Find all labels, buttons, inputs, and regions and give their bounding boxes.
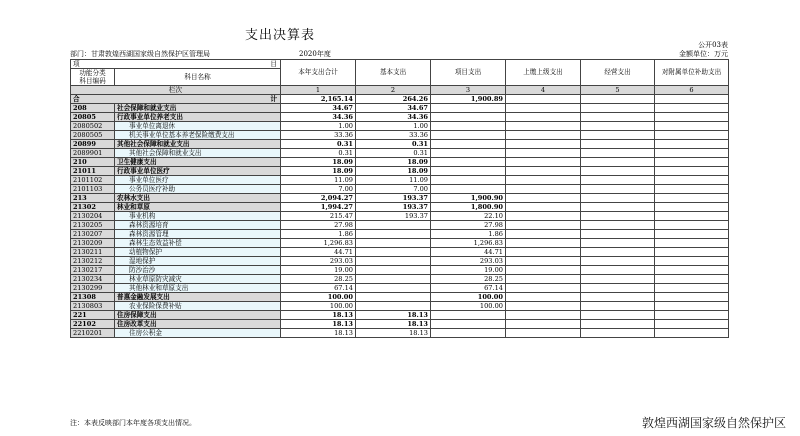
header-mu: 目	[270, 60, 277, 68]
row-col4	[506, 121, 581, 130]
row-col2	[356, 265, 431, 274]
row-code: 22102	[71, 319, 115, 328]
total-ji: 计	[270, 94, 277, 103]
row-col4	[506, 148, 581, 157]
row-col1: 100.00	[281, 292, 356, 301]
row-col1: 18.13	[281, 310, 356, 319]
row-subject-name: 机关事业单位基本养老保险缴费支出	[115, 130, 281, 139]
table-row	[71, 166, 729, 175]
watermark-text: 敦煌西湖国家级自然保护区	[641, 416, 786, 430]
header-n1: 1	[281, 85, 356, 94]
row-code: 2080505	[71, 130, 115, 139]
row-col6	[655, 301, 729, 310]
row-col2: 193.37	[356, 202, 431, 211]
row-col3: 19.00	[431, 265, 506, 274]
total-col6	[655, 94, 729, 103]
row-col5	[581, 121, 655, 130]
row-code: 20899	[71, 139, 115, 148]
row-col4	[506, 292, 581, 301]
row-col2: 18.09	[356, 157, 431, 166]
row-col2: 193.37	[356, 193, 431, 202]
row-col1: 18.13	[281, 319, 356, 328]
table-row	[71, 274, 729, 283]
row-col2	[356, 292, 431, 301]
table-row	[71, 148, 729, 157]
row-col5	[581, 211, 655, 220]
row-col6	[655, 211, 729, 220]
row-col4	[506, 157, 581, 166]
header-lanci: 栏次	[71, 85, 281, 94]
row-col3	[431, 310, 506, 319]
row-col6	[655, 247, 729, 256]
table-row	[71, 301, 729, 310]
row-col3	[431, 130, 506, 139]
header-col1: 本年支出合计	[281, 60, 356, 86]
row-col4	[506, 328, 581, 337]
row-code: 2130209	[71, 238, 115, 247]
row-code: 2210201	[71, 328, 115, 337]
row-col4	[506, 220, 581, 229]
header-row-top	[71, 60, 729, 69]
header-row-lanci	[71, 85, 729, 94]
row-col3	[431, 184, 506, 193]
row-col2: 18.09	[356, 166, 431, 175]
row-subject-name: 行政事业单位医疗	[115, 166, 281, 175]
row-col6	[655, 184, 729, 193]
row-subject-name: 防沙治沙	[115, 265, 281, 274]
row-col3	[431, 166, 506, 175]
row-col3	[431, 157, 506, 166]
row-code: 2130803	[71, 301, 115, 310]
row-subject-name: 森林资源培育	[115, 220, 281, 229]
row-col5	[581, 148, 655, 157]
table-body	[71, 103, 729, 337]
row-col3: 28.25	[431, 274, 506, 283]
row-subject-name: 农林水支出	[115, 193, 281, 202]
row-code: 208	[71, 103, 115, 112]
row-col2	[356, 274, 431, 283]
row-col4	[506, 130, 581, 139]
row-col2: 0.31	[356, 139, 431, 148]
row-col2: 18.13	[356, 310, 431, 319]
row-code: 213	[71, 193, 115, 202]
row-col5	[581, 247, 655, 256]
row-col5	[581, 202, 655, 211]
row-col3	[431, 148, 506, 157]
row-subject-name: 湿地保护	[115, 256, 281, 265]
row-col1: 2,094.27	[281, 193, 356, 202]
row-code: 2130212	[71, 256, 115, 265]
header-col5: 经营支出	[581, 60, 655, 86]
header-col3: 项目支出	[431, 60, 506, 86]
table-row	[71, 121, 729, 130]
row-code: 2089901	[71, 148, 115, 157]
total-col5	[581, 94, 655, 103]
row-col5	[581, 112, 655, 121]
row-col4	[506, 247, 581, 256]
report-title: 支出决算表	[244, 28, 315, 43]
row-subject-name: 其他社会保障和就业支出	[115, 148, 281, 157]
table-row	[71, 103, 729, 112]
total-col4	[506, 94, 581, 103]
row-col1: 0.31	[281, 148, 356, 157]
row-col6	[655, 166, 729, 175]
row-col1: 44.71	[281, 247, 356, 256]
total-row	[71, 94, 729, 103]
row-col2	[356, 256, 431, 265]
row-col5	[581, 130, 655, 139]
row-col3	[431, 175, 506, 184]
table-row	[71, 265, 729, 274]
row-subject-name: 卫生健康支出	[115, 157, 281, 166]
row-col2: 18.13	[356, 328, 431, 337]
row-col3: 100.00	[431, 292, 506, 301]
row-code: 2130217	[71, 265, 115, 274]
total-he: 合	[73, 94, 80, 103]
total-label	[71, 94, 281, 103]
header-func-code-line1: 功能分类	[79, 68, 106, 77]
form-number: 公开03表	[698, 41, 728, 49]
row-col3	[431, 328, 506, 337]
row-col1: 7.00	[281, 184, 356, 193]
row-subject-name: 事业机构	[115, 211, 281, 220]
row-col3	[431, 319, 506, 328]
table-row	[71, 319, 729, 328]
row-col1: 19.00	[281, 265, 356, 274]
row-col2: 34.67	[356, 103, 431, 112]
row-subject-name: 公务员医疗补助	[115, 184, 281, 193]
table-row	[71, 247, 729, 256]
row-col2	[356, 229, 431, 238]
row-code: 2130299	[71, 283, 115, 292]
row-subject-name: 动植物保护	[115, 247, 281, 256]
row-col1: 67.14	[281, 283, 356, 292]
row-code: 20805	[71, 112, 115, 121]
row-col6	[655, 130, 729, 139]
row-col5	[581, 328, 655, 337]
row-col6	[655, 265, 729, 274]
row-col4	[506, 175, 581, 184]
row-col1: 18.09	[281, 157, 356, 166]
row-col5	[581, 319, 655, 328]
row-col1: 18.13	[281, 328, 356, 337]
row-col4	[506, 112, 581, 121]
row-col3: 44.71	[431, 247, 506, 256]
row-col4	[506, 319, 581, 328]
row-subject-name: 森林资源管理	[115, 229, 281, 238]
row-col3: 1,296.83	[431, 238, 506, 247]
row-col6	[655, 283, 729, 292]
header-func-code-line2: 科目编码	[79, 76, 106, 85]
row-col3: 22.10	[431, 211, 506, 220]
row-col5	[581, 238, 655, 247]
row-col2: 193.37	[356, 211, 431, 220]
row-col5	[581, 193, 655, 202]
row-col5	[581, 220, 655, 229]
table-row	[71, 112, 729, 121]
header-n6: 6	[655, 85, 729, 94]
row-code: 2130207	[71, 229, 115, 238]
header-col2: 基本支出	[356, 60, 431, 86]
row-col1: 1,296.83	[281, 238, 356, 247]
row-col6	[655, 256, 729, 265]
row-code: 2130211	[71, 247, 115, 256]
row-col5	[581, 175, 655, 184]
row-code: 2130205	[71, 220, 115, 229]
row-col6	[655, 274, 729, 283]
row-col4	[506, 274, 581, 283]
row-col2	[356, 301, 431, 310]
row-col4	[506, 229, 581, 238]
header-item-mu	[71, 60, 281, 69]
row-col1: 1.86	[281, 229, 356, 238]
table-row	[71, 310, 729, 319]
row-col1: 1.00	[281, 121, 356, 130]
table-row	[71, 130, 729, 139]
header-n4: 4	[506, 85, 581, 94]
row-col5	[581, 157, 655, 166]
header-col4: 上缴上级支出	[506, 60, 581, 86]
row-code: 2101103	[71, 184, 115, 193]
row-subject-name: 社会保障和就业支出	[115, 103, 281, 112]
row-col1: 11.09	[281, 175, 356, 184]
row-col6	[655, 292, 729, 301]
row-col2: 18.13	[356, 319, 431, 328]
row-code: 2101102	[71, 175, 115, 184]
total-col1: 2,165.14	[281, 94, 356, 103]
header-col6: 对附属单位补助支出	[655, 60, 729, 86]
row-subject-name: 农业保险保费补贴	[115, 301, 281, 310]
row-col4	[506, 283, 581, 292]
row-subject-name: 事业单位医疗	[115, 175, 281, 184]
row-col1: 18.09	[281, 166, 356, 175]
footnote: 注：本表反映部门本年度各项支出情况。	[70, 419, 196, 427]
row-col6	[655, 139, 729, 148]
row-col2: 11.09	[356, 175, 431, 184]
header-n5: 5	[581, 85, 655, 94]
row-col2	[356, 220, 431, 229]
row-col3: 27.98	[431, 220, 506, 229]
row-subject-name: 其他林业和草原支出	[115, 283, 281, 292]
row-col5	[581, 301, 655, 310]
row-col1: 0.31	[281, 139, 356, 148]
row-col5	[581, 310, 655, 319]
row-col3	[431, 112, 506, 121]
row-col5	[581, 283, 655, 292]
row-col6	[655, 319, 729, 328]
header-n3: 3	[431, 85, 506, 94]
row-col4	[506, 184, 581, 193]
row-col2: 7.00	[356, 184, 431, 193]
fiscal-year: 2020年度	[299, 50, 331, 58]
row-subject-name: 林业和草原	[115, 202, 281, 211]
row-col4	[506, 103, 581, 112]
row-subject-name: 林业草原防灾减灾	[115, 274, 281, 283]
table-row	[71, 328, 729, 337]
row-col6	[655, 328, 729, 337]
expenditure-table	[70, 59, 729, 338]
row-col6	[655, 175, 729, 184]
row-col5	[581, 184, 655, 193]
row-col2	[356, 238, 431, 247]
row-col1: 34.67	[281, 103, 356, 112]
row-col6	[655, 121, 729, 130]
row-col5	[581, 166, 655, 175]
table-row	[71, 139, 729, 148]
header-func-code	[71, 68, 115, 85]
department-label: 部门：甘肃敦煌西湖国家级自然保护区管理局	[70, 50, 210, 58]
row-col4	[506, 139, 581, 148]
row-subject-name: 事业单位离退休	[115, 121, 281, 130]
row-col4	[506, 265, 581, 274]
row-code: 210	[71, 157, 115, 166]
row-col5	[581, 229, 655, 238]
report-meta	[70, 49, 728, 58]
header-subject-name: 科目名称	[115, 68, 281, 85]
table-row	[71, 157, 729, 166]
row-code: 2080502	[71, 121, 115, 130]
table-row	[71, 175, 729, 184]
row-col6	[655, 202, 729, 211]
row-col2: 34.36	[356, 112, 431, 121]
row-col1: 28.25	[281, 274, 356, 283]
row-col3: 1,900.90	[431, 193, 506, 202]
row-col3: 67.14	[431, 283, 506, 292]
row-subject-name: 住房公积金	[115, 328, 281, 337]
row-col3: 1,800.90	[431, 202, 506, 211]
row-col1: 100.00	[281, 301, 356, 310]
row-code: 21302	[71, 202, 115, 211]
row-col4	[506, 256, 581, 265]
row-subject-name: 行政事业单位养老支出	[115, 112, 281, 121]
row-col2	[356, 283, 431, 292]
row-col4	[506, 193, 581, 202]
row-col6	[655, 103, 729, 112]
table-row	[71, 220, 729, 229]
table-row	[71, 193, 729, 202]
row-col4	[506, 301, 581, 310]
table-row	[71, 202, 729, 211]
row-col2: 33.36	[356, 130, 431, 139]
row-col5	[581, 274, 655, 283]
row-col3: 1.86	[431, 229, 506, 238]
row-col1: 1,994.27	[281, 202, 356, 211]
row-subject-name: 住房改革支出	[115, 319, 281, 328]
row-col3: 293.03	[431, 256, 506, 265]
row-code: 21011	[71, 166, 115, 175]
row-col1: 215.47	[281, 211, 356, 220]
header-item: 项	[73, 60, 80, 68]
row-col6	[655, 193, 729, 202]
total-col3: 1,900.89	[431, 94, 506, 103]
row-col6	[655, 148, 729, 157]
row-col2: 0.31	[356, 148, 431, 157]
row-col4	[506, 310, 581, 319]
row-col6	[655, 112, 729, 121]
row-col6	[655, 157, 729, 166]
row-col3: 100.00	[431, 301, 506, 310]
row-col1: 34.36	[281, 112, 356, 121]
row-code: 221	[71, 310, 115, 319]
table-row	[71, 292, 729, 301]
table-row	[71, 283, 729, 292]
row-col5	[581, 103, 655, 112]
row-col5	[581, 265, 655, 274]
row-col1: 27.98	[281, 220, 356, 229]
row-col4	[506, 202, 581, 211]
row-col1: 293.03	[281, 256, 356, 265]
row-col6	[655, 220, 729, 229]
table-row	[71, 238, 729, 247]
row-col6	[655, 238, 729, 247]
row-col3	[431, 103, 506, 112]
row-col4	[506, 211, 581, 220]
row-col2	[356, 247, 431, 256]
row-col4	[506, 238, 581, 247]
header-n2: 2	[356, 85, 431, 94]
table-row	[71, 256, 729, 265]
row-col5	[581, 256, 655, 265]
row-code: 2130234	[71, 274, 115, 283]
row-col5	[581, 292, 655, 301]
table-row	[71, 229, 729, 238]
row-col6	[655, 310, 729, 319]
row-code: 2130204	[71, 211, 115, 220]
row-subject-name: 森林生态效益补偿	[115, 238, 281, 247]
row-col2: 1.00	[356, 121, 431, 130]
row-col5	[581, 139, 655, 148]
total-col2: 264.26	[356, 94, 431, 103]
row-code: 21308	[71, 292, 115, 301]
row-subject-name: 住房保障支出	[115, 310, 281, 319]
row-col1: 33.36	[281, 130, 356, 139]
row-col3	[431, 121, 506, 130]
table-row	[71, 184, 729, 193]
row-col3	[431, 139, 506, 148]
row-subject-name: 其他社会保障和就业支出	[115, 139, 281, 148]
row-subject-name: 普惠金融发展支出	[115, 292, 281, 301]
row-col6	[655, 229, 729, 238]
amount-unit: 金额单位：万元	[679, 50, 728, 58]
table-row	[71, 211, 729, 220]
row-col4	[506, 166, 581, 175]
